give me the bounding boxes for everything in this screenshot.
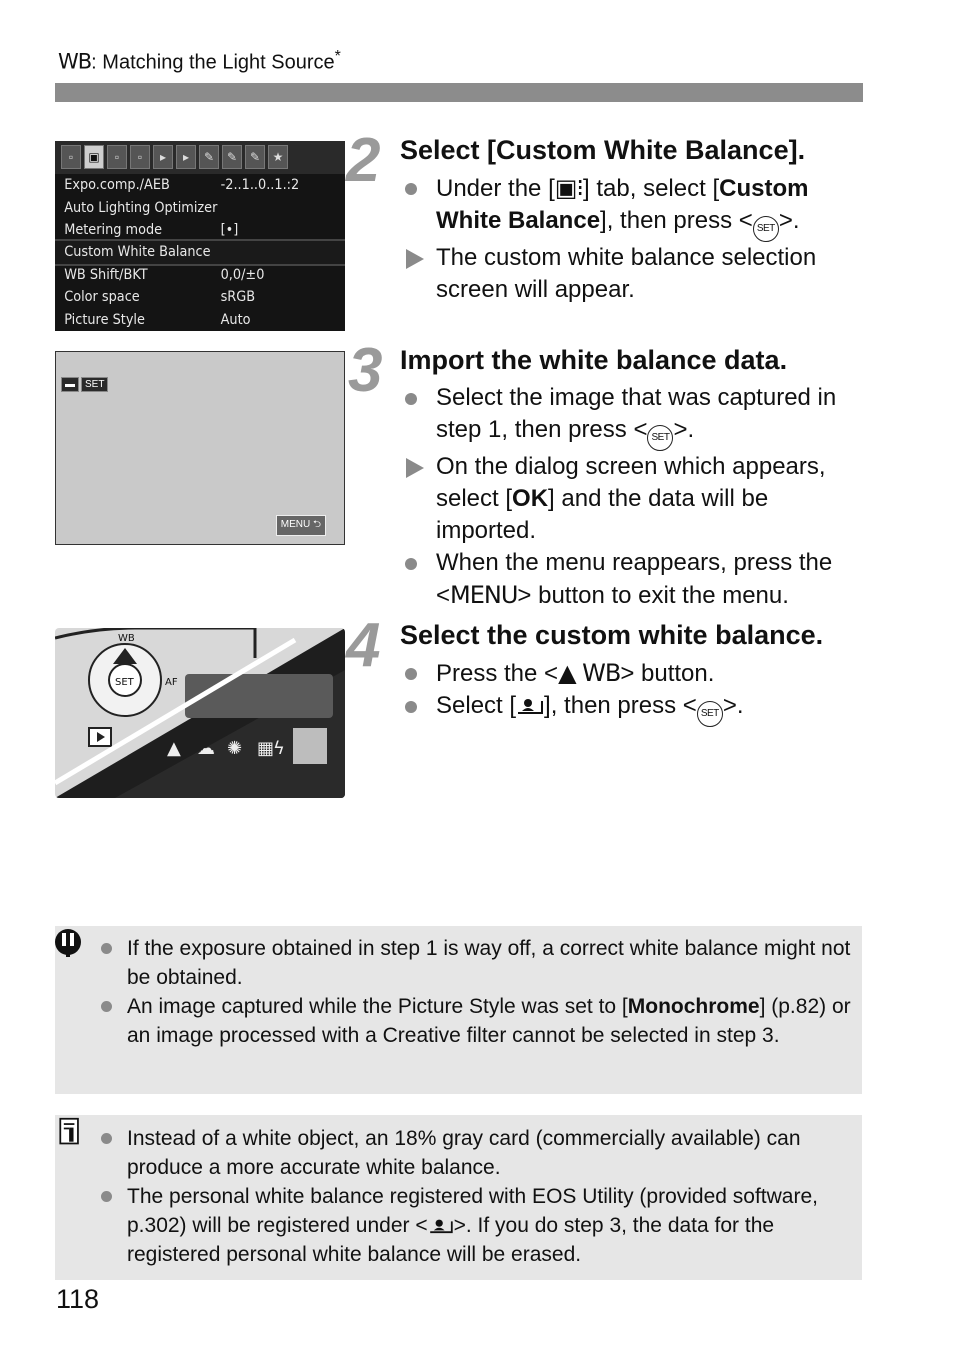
tab-shoot2-icon: ▣ bbox=[84, 145, 104, 169]
lcd-menu-row: Auto Lighting Optimizer bbox=[64, 199, 218, 216]
set-button-icon: SET bbox=[753, 216, 779, 242]
set-button-icon: SET bbox=[647, 425, 673, 451]
caution-icon bbox=[53, 928, 83, 958]
star-mark: * bbox=[334, 48, 341, 65]
tab-shoot1-icon: ▫ bbox=[61, 145, 81, 169]
custom-wb-icon: ▬ bbox=[61, 377, 79, 392]
af-label: AF bbox=[165, 677, 178, 688]
tab-setup3-icon: ✎ bbox=[245, 145, 265, 169]
tip-note bbox=[55, 1115, 862, 1280]
lcd-menu-row-selected: Custom White Balance bbox=[55, 241, 345, 263]
caution-note bbox=[55, 926, 862, 1094]
step-title: Import the white balance data. bbox=[400, 345, 788, 375]
list-item: When the menu reappears, press the <MENU> button to exit the menu. bbox=[436, 549, 833, 609]
memo-icon bbox=[55, 1117, 85, 1147]
lcd-import-screenshot bbox=[55, 351, 345, 545]
tab-shoot4-icon: ▫ bbox=[130, 145, 150, 169]
step-title: Select the custom white balance. bbox=[400, 620, 824, 650]
header-bar bbox=[55, 83, 863, 102]
tab-playback2-icon: ▸ bbox=[176, 145, 196, 169]
lcd-menu-row: Metering mode [•] bbox=[64, 221, 239, 238]
page-number: 118 bbox=[56, 1284, 100, 1314]
set-button-icon: SET bbox=[697, 701, 723, 727]
custom-wb-icon bbox=[516, 695, 544, 715]
list-item: Press the <▲ WB> button. bbox=[436, 659, 715, 687]
custom-wb-icon bbox=[428, 1216, 454, 1234]
wb-up-button-icon: ▲ WB bbox=[558, 659, 621, 687]
wb-label: WB bbox=[118, 633, 135, 644]
page-header bbox=[58, 48, 341, 75]
cloudy-icon: ☁ bbox=[197, 738, 215, 759]
lcd-menu-row: Expo.comp./AEB -2..1..0..1.:2 bbox=[64, 177, 300, 194]
tab-setup1-icon: ✎ bbox=[199, 145, 219, 169]
lcd-menu-row: WB Shift/BKT 0,0/±0 bbox=[64, 266, 265, 283]
step-number: 2 bbox=[346, 126, 378, 195]
camera-wb-illustration bbox=[55, 628, 345, 798]
shade-icon: ▲ bbox=[167, 738, 181, 759]
list-item: Under the [▣⁝] tab, select [Custom White Balance], then press < SET >. bbox=[404, 172, 874, 242]
menu-return-label: MENU ⮌ bbox=[276, 515, 326, 536]
tab-setup2-icon: ✎ bbox=[222, 145, 242, 169]
tab-shoot3-icon: ▫ bbox=[107, 145, 127, 169]
tab-playback1-icon: ▸ bbox=[153, 145, 173, 169]
lcd-menu-row: Color space sRGB bbox=[64, 289, 256, 306]
list-item: If the exposure obtained in step 1 is way off, a correct white balance might not be obtained. bbox=[127, 937, 851, 989]
lcd-tab-bar bbox=[55, 141, 345, 174]
lcd-menu-screenshot bbox=[55, 141, 345, 331]
list-item: On the dialog screen which appears, select [OK] and the data will be imported. bbox=[436, 453, 826, 544]
header-title: : Matching the Light Source bbox=[91, 51, 335, 74]
list-item: The custom white balance selection screen will appear. bbox=[436, 244, 817, 303]
tab-mymenu-icon: ★ bbox=[268, 145, 288, 169]
list-item: Select [ ], then press < SET >. bbox=[404, 690, 874, 727]
fluorescent-icon: ▦ bbox=[257, 738, 275, 759]
flash-icon: ϟ bbox=[273, 738, 285, 759]
step-title: Select [Custom White Balance]. bbox=[400, 135, 806, 165]
step-number: 3 bbox=[348, 336, 380, 405]
step-items bbox=[404, 657, 874, 727]
set-button-label: SET bbox=[115, 677, 134, 688]
list-item: Instead of a white object, an 18% gray card (commercially available) can produce a more accurate white balance. bbox=[127, 1127, 801, 1179]
set-label: SET bbox=[81, 377, 108, 392]
step-number: 4 bbox=[346, 611, 378, 680]
custom-wb-set-chip bbox=[61, 377, 108, 392]
menu-button-icon: MENU bbox=[450, 581, 518, 609]
lcd-menu-row: Picture Style Auto bbox=[64, 311, 251, 328]
list-item: The personal white balance registered with EOS Utility (provided software, p.302) will be registered under < >. If you do step 3, the data for the registered personal white balance will be erased. bbox=[127, 1185, 818, 1266]
wb-icon: WB bbox=[58, 49, 92, 74]
list-item: An image captured while the Picture Style was set to [Monochrome] (p.82) or an image processed with a Creative filter cannot be selected in step 3. bbox=[127, 995, 851, 1047]
list-item: Select the image that was captured in step 1, then press < SET >. bbox=[404, 382, 874, 451]
shoot-tab-icon: ▣⁝ bbox=[554, 174, 584, 202]
tungsten-icon: ✺ bbox=[227, 738, 243, 759]
step-items bbox=[404, 172, 874, 306]
step-items bbox=[404, 382, 874, 612]
